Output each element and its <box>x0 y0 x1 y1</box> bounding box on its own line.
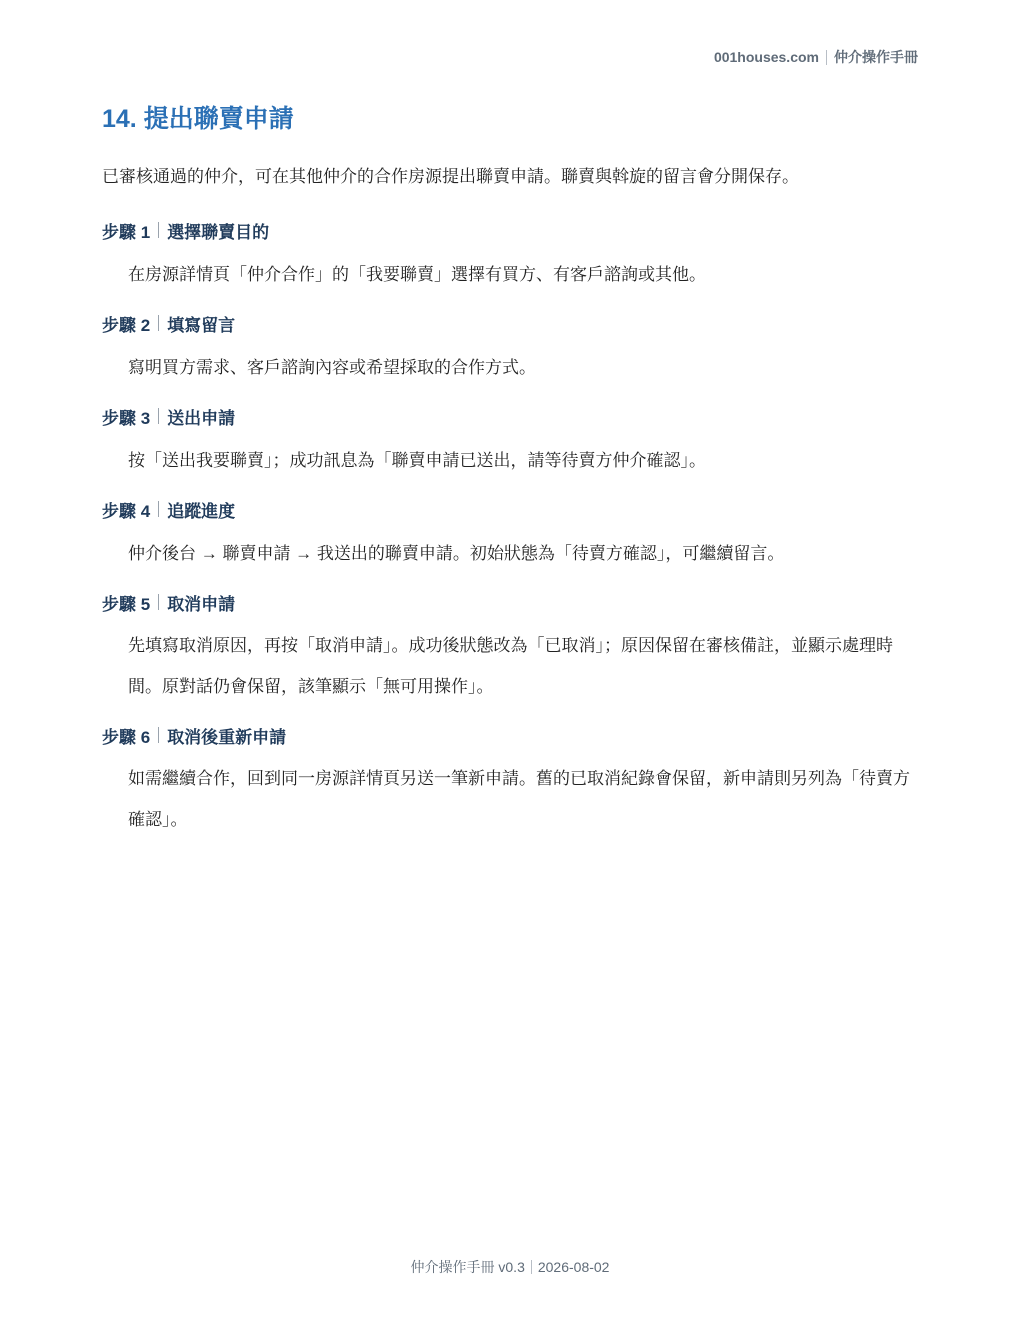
step-divider <box>158 408 159 424</box>
step-divider <box>158 222 159 238</box>
step-title: 取消申請 <box>167 594 236 614</box>
section-title: 14. 提出聯賣申請 <box>102 105 294 133</box>
step-heading <box>102 218 918 242</box>
step-body: 仲介後台 → 聯賣申請 → 我送出的聯賣申請。初始狀態為「待賣方確認」，可繼續留言。 <box>128 544 785 563</box>
step-body: 按「送出我要聯賣」；成功訊息為「聯賣申請已送出，請等待賣方仲介確認」。 <box>128 451 706 470</box>
step-divider <box>158 727 159 743</box>
step-4 <box>102 497 918 574</box>
footer-doc-version: 仲介操作手冊 v0.3 <box>410 1259 525 1275</box>
footer-date: 2026-08-02 <box>537 1259 610 1275</box>
step-heading <box>102 311 918 335</box>
step-title: 取消後重新申請 <box>167 727 287 747</box>
step-divider <box>158 594 159 610</box>
page-header <box>714 47 918 67</box>
step-label: 步驟 4 <box>102 501 151 521</box>
step-body: 先填寫取消原因，再按「取消申請」。成功後狀態改為「已取消」；原因保留在審核備註，並顯示處理時間。原對話仍會保留，該筆顯示「無可用操作」。 <box>128 636 893 696</box>
step-label: 步驟 1 <box>102 222 151 242</box>
step-heading <box>102 404 918 428</box>
step-divider <box>158 501 159 517</box>
step-5 <box>102 590 918 707</box>
step-divider <box>158 315 159 331</box>
step-heading <box>102 723 918 747</box>
page-footer <box>0 1257 1020 1277</box>
step-heading <box>102 497 918 521</box>
step-title: 選擇聯賣目的 <box>167 222 270 242</box>
footer-divider <box>531 1260 532 1274</box>
steps-list <box>102 218 918 856</box>
step-2 <box>102 311 918 388</box>
step-label: 步驟 6 <box>102 727 151 747</box>
step-body: 寫明買方需求、客戶諮詢內容或希望採取的合作方式。 <box>128 358 536 377</box>
step-body: 如需繼續合作，回到同一房源詳情頁另送一筆新申請。舊的已取消紀錄會保留，新申請則另列為「待賣方確認」。 <box>128 769 910 829</box>
section-intro: 已審核通過的仲介，可在其他仲介的合作房源提出聯賣申請。聯賣與斡旋的留言會分開保存。 <box>102 167 799 186</box>
step-6 <box>102 723 918 840</box>
step-label: 步驟 2 <box>102 315 151 335</box>
step-1 <box>102 218 918 295</box>
site-name: 001houses.com <box>713 49 819 65</box>
step-title: 追蹤進度 <box>167 501 236 521</box>
step-body: 在房源詳情頁「仲介合作」的「我要聯賣」選擇有買方、有客戶諮詢或其他。 <box>128 265 706 284</box>
step-label: 步驟 3 <box>102 408 151 428</box>
manual-name: 仲介操作手冊 <box>834 49 918 65</box>
step-title: 送出申請 <box>167 408 236 428</box>
header-divider <box>826 50 827 65</box>
step-label: 步驟 5 <box>102 594 151 614</box>
step-title: 填寫留言 <box>167 315 236 335</box>
step-3 <box>102 404 918 481</box>
step-heading <box>102 590 918 614</box>
